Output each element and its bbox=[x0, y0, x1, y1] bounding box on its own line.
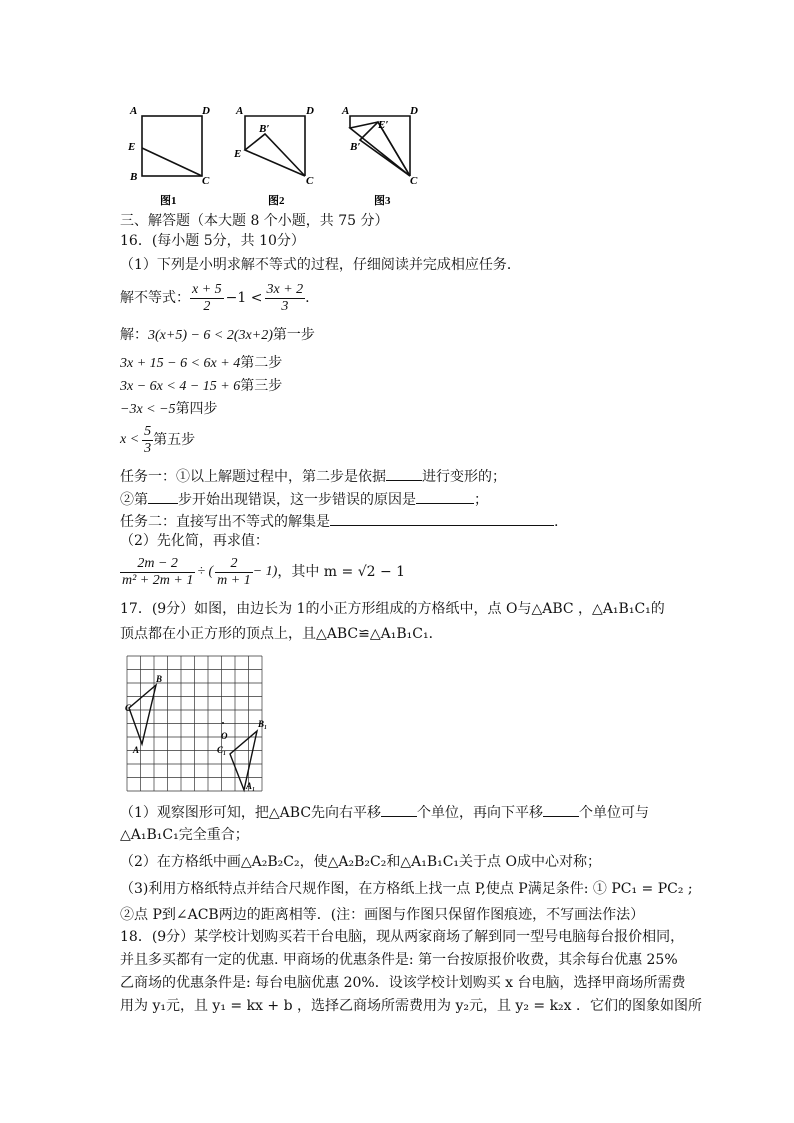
step5-lhs: x < bbox=[120, 432, 140, 447]
fig2-label-A: A bbox=[236, 105, 244, 117]
task1-text-e: ； bbox=[474, 492, 488, 508]
q17-p2: （2）在方格纸中画△A₂B₂C₂，使△A₂B₂C₂和△A₁B₁C₁关于点 O成中心对称； bbox=[120, 854, 601, 870]
q17-p1-text-a: （1）观察图形可知，把△ABC先向右平移 bbox=[120, 805, 382, 821]
expr-f2-den: m + 1 bbox=[217, 572, 251, 588]
q16-expression bbox=[120, 551, 405, 593]
fig1-label-D: D bbox=[202, 105, 210, 117]
fig2-label-C: C bbox=[306, 175, 314, 187]
ineq-fraction-1 bbox=[190, 282, 224, 315]
expr-f1-den: m² + 2m + 1 bbox=[122, 572, 194, 588]
fig3-caption: 图3 bbox=[374, 195, 391, 207]
q16-task1-line2 bbox=[120, 489, 488, 509]
folding-figures bbox=[120, 98, 440, 210]
fig3-label-Ep: E′ bbox=[378, 119, 389, 131]
ineq-f2-num: 3x + 2 bbox=[266, 281, 304, 297]
q17-p1-line2: △A₁B₁C₁完全重合； bbox=[120, 827, 249, 843]
expr-fraction-1 bbox=[120, 556, 195, 589]
task1-blank-1[interactable] bbox=[386, 466, 422, 481]
ineq-fraction-2 bbox=[265, 282, 306, 315]
q17-p4: ②点 P到∠ACB两边的距离相等．(注：画图与作图只保留作图痕迹，不写画法作法） bbox=[120, 907, 645, 923]
q16-step5 bbox=[120, 420, 195, 460]
fig3-label-D: D bbox=[410, 105, 418, 117]
step5-den: 3 bbox=[144, 440, 152, 456]
grid-figure bbox=[126, 655, 276, 791]
q18-line2: 并且多买都有一定的优惠. 甲商场的优惠条件是: 第一台按原报价收费，其余每台优惠 25% bbox=[120, 952, 678, 968]
expr-condition: ，其中 m = √2 − 1 bbox=[277, 564, 406, 580]
task1-text-b: 进行变形的； bbox=[422, 469, 506, 485]
step4-label: 第四步 bbox=[175, 401, 218, 417]
q17-p1-line1 bbox=[120, 802, 649, 822]
q16-step4 bbox=[120, 400, 218, 419]
grid-label-C: C bbox=[125, 703, 132, 713]
ineq-end: . bbox=[305, 290, 310, 306]
q16-part1-intro: （1）下列是小明求解不等式的过程，仔细阅读并完成相应任务． bbox=[120, 257, 521, 273]
task1-text-d: 步开始出现错误，这一步错误的原因是 bbox=[178, 492, 416, 508]
q17-blank-2[interactable] bbox=[543, 802, 579, 817]
expr-fraction-2 bbox=[215, 556, 253, 589]
fig1-label-A: A bbox=[130, 105, 138, 117]
fig1-label-C: C bbox=[202, 175, 210, 187]
q16-step2 bbox=[120, 354, 282, 373]
step3-math: 3x − 6x < 4 − 15 + 6 bbox=[120, 379, 241, 394]
q16-step3 bbox=[120, 377, 282, 396]
ineq-mid: −1 < bbox=[225, 290, 263, 306]
grid-label-C1: C₁ bbox=[217, 745, 227, 755]
grid-label-A1: A₁ bbox=[246, 781, 256, 791]
q17-p3: （3)利用方格纸特点并结合尺规作图，在方格纸上找一点 P,使点 P满足条件: ① PC₁ = PC₂ ; bbox=[120, 881, 693, 897]
fig2-label-E: E bbox=[234, 148, 242, 160]
fig1-label-E: E bbox=[128, 141, 136, 153]
task1-text-a: 任务一：①以上解题过程中，第二步是依据 bbox=[120, 469, 386, 485]
fig2-label-Bp: B′ bbox=[259, 123, 270, 135]
step1-math: 3(x+5) − 6 < 2(3x+2) bbox=[148, 328, 273, 343]
step2-label: 第二步 bbox=[240, 355, 283, 371]
figure-3 bbox=[341, 105, 418, 207]
fig3-label-Bp: B′ bbox=[350, 141, 361, 153]
expr-div: ÷ ( bbox=[197, 564, 214, 579]
task1-blank-3[interactable] bbox=[416, 489, 474, 504]
q16-task2 bbox=[120, 511, 558, 531]
expr-close: − 1) bbox=[252, 564, 278, 579]
grid-label-B1: B₁ bbox=[258, 719, 268, 729]
grid-label-O: O bbox=[221, 731, 228, 741]
q17-p1-text-b: 个单位，再向下平移 bbox=[417, 805, 544, 821]
q17-line1: 17．(9分）如图，由边长为 1的小正方形组成的方格纸中，点 O与△ABC ，△A₁B₁C₁的 bbox=[120, 601, 665, 617]
q16-header: 16．(每小题 5分，共 10分） bbox=[120, 233, 305, 249]
fig2-label-D: D bbox=[306, 105, 314, 117]
fig3-label-A: A bbox=[342, 105, 350, 117]
expr-f1-num: 2m − 2 bbox=[120, 556, 195, 573]
q16-step1 bbox=[120, 326, 315, 345]
fig2-caption: 图2 bbox=[268, 195, 285, 207]
ineq-label: 解不等式： bbox=[120, 290, 190, 306]
figure-1 bbox=[127, 105, 210, 207]
ineq-f1-num: x + 5 bbox=[192, 281, 222, 297]
q17-blank-1[interactable] bbox=[381, 802, 417, 817]
q17-p1-text-c: 个单位可与 bbox=[579, 805, 650, 821]
task2-text-b: . bbox=[554, 514, 559, 530]
step3-label: 第三步 bbox=[240, 378, 283, 394]
task1-blank-2[interactable] bbox=[148, 489, 178, 504]
q16-task1-line1 bbox=[120, 466, 506, 486]
step5-num: 5 bbox=[144, 423, 152, 439]
step2-math: 3x + 15 − 6 < 6x + 4 bbox=[120, 356, 241, 371]
step1-label: 第一步 bbox=[272, 327, 315, 343]
task2-blank[interactable] bbox=[330, 511, 554, 526]
section-title: 三、解答题（本大题 8 个小题，共 75 分） bbox=[120, 213, 389, 229]
fig1-label-B: B bbox=[130, 171, 138, 183]
task1-text-c: ②第 bbox=[120, 492, 148, 508]
task2-text-a: 任务二：直接写出不等式的解集是 bbox=[120, 514, 330, 530]
q18-line4: 用为 y₁元，且 y₁ = kx + b ，选择乙商场所需费用为 y₂元，且 y₂ = k₂x ．它们的图象如图所 bbox=[120, 998, 703, 1014]
step5-fraction bbox=[142, 424, 153, 457]
q18-line3: 乙商场的优惠条件是: 每台电脑优惠 20%．设该学校计划购买 x 台电脑，选择甲商场所需费 bbox=[120, 975, 686, 991]
step5-label: 第五步 bbox=[153, 432, 196, 448]
point-O bbox=[222, 722, 224, 724]
q16-part2-intro: （2）先化简，再求值： bbox=[120, 533, 269, 549]
q16-inequality bbox=[120, 278, 310, 318]
ineq-f2-den: 3 bbox=[281, 298, 289, 314]
triangle-ABC bbox=[129, 685, 156, 744]
q17-line2: 顶点都在小正方形的顶点上，且△ABC≌△A₁B₁C₁． bbox=[120, 626, 443, 642]
fig1-caption: 图1 bbox=[160, 195, 177, 207]
figure-2 bbox=[233, 105, 314, 207]
fig3-label-C: C bbox=[410, 175, 418, 187]
step4-math: −3x < −5 bbox=[120, 402, 176, 417]
expr-f2-num: 2 bbox=[215, 556, 253, 573]
step1-prefix: 解： bbox=[120, 327, 148, 343]
grid-label-B: B bbox=[156, 674, 163, 684]
grid-label-A: A bbox=[133, 745, 140, 755]
q18-line1: 18．(9分）某学校计划购买若干台电脑，现从两家商场了解到同一型号电脑每台报价相同， bbox=[120, 929, 685, 945]
ineq-f1-den: 2 bbox=[203, 298, 211, 314]
